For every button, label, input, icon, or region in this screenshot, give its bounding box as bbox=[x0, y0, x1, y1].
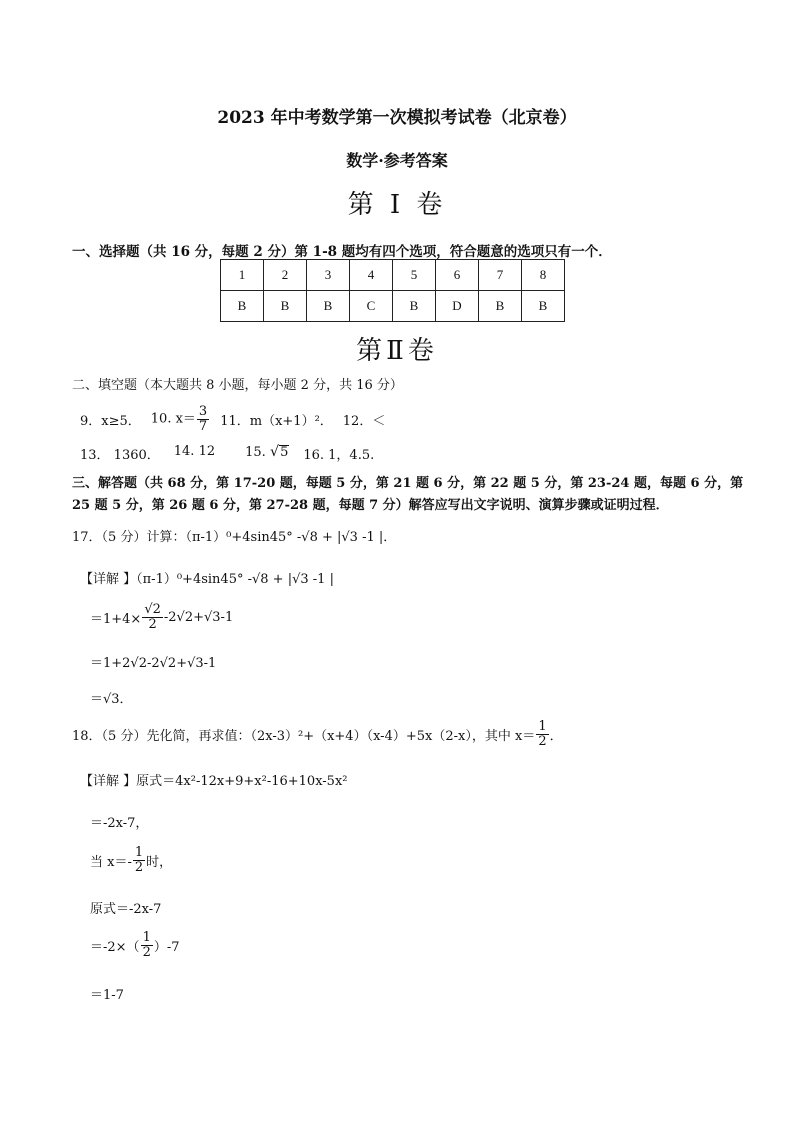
fraction bbox=[141, 931, 153, 959]
table-cell: 5 bbox=[393, 260, 436, 291]
table-cell: B bbox=[307, 291, 350, 322]
q18-problem: 18．（5 分）先化简，再求值：（2x-3）²+（x+4）（x-4）+5x（2-x），其中 x＝ $\frac{1}{2}$ ． bbox=[72, 718, 563, 749]
q18-step-2: 原式＝-2x-7 bbox=[90, 902, 162, 917]
q18-detail-line: 原式＝4x²-12x+9+x²-16+10x-5x² bbox=[136, 774, 348, 789]
q18-step3-suffix: ）-7 bbox=[153, 939, 180, 955]
answer-q10 bbox=[151, 405, 210, 433]
answer-q15 bbox=[245, 444, 289, 463]
q18-detail bbox=[80, 770, 348, 789]
q18-step-3 bbox=[90, 926, 180, 964]
table-cell: 3 bbox=[307, 260, 350, 291]
q18-when bbox=[90, 842, 172, 878]
numerator: 1 bbox=[134, 844, 144, 860]
answer-q13: 13． 1360． bbox=[80, 448, 160, 463]
q18-step-4: ＝1-7 bbox=[90, 988, 124, 1003]
q17-problem: 17．（5 分）计算：（π-1）⁰+4sin45° -√8 + |√3 -1 |． bbox=[72, 530, 397, 545]
document-subtitle: 数学·参考答案 bbox=[346, 151, 448, 170]
fraction bbox=[536, 720, 548, 748]
answer-q10-prefix: 10. x＝ bbox=[150, 411, 196, 427]
table-cell: C bbox=[350, 291, 393, 322]
q17-step1-a: ＝1+4× bbox=[90, 611, 142, 627]
answer-table-row-answers bbox=[221, 291, 565, 322]
q17-step-1 bbox=[90, 598, 233, 636]
answer-q9: 9．x≥5． bbox=[80, 413, 141, 429]
answer-q14: 14. 12 bbox=[173, 444, 216, 459]
section2-heading: 二、填空题（本大题共 8 小题，每小题 2 分，共 16 分） bbox=[72, 378, 403, 393]
numerator: √2 bbox=[144, 601, 161, 617]
denominator: 2 bbox=[134, 859, 144, 875]
q17-step-3: ＝√3． bbox=[90, 692, 133, 707]
numerator: 1 bbox=[142, 929, 151, 945]
answer-q15-prefix: 15. bbox=[245, 445, 266, 460]
radical-sign: √ bbox=[269, 444, 280, 460]
table-cell: B bbox=[522, 291, 565, 322]
table-cell: 6 bbox=[436, 260, 479, 291]
table-cell: 2 bbox=[264, 260, 307, 291]
section3-heading-line1: 三、解答题（共 68 分，第 17-20 题，每题 5 分，第 21 题 6 分，第 22 题 5 分，第 23-24 题，每题 6 分，第 bbox=[72, 476, 744, 491]
q17-step-2: ＝1+2√2-2√2+√3-1 bbox=[90, 656, 217, 671]
table-cell: B bbox=[221, 291, 264, 322]
q18-problem-text: 18．（5 分）先化简，再求值：（2x-3）²+（x+4）（x-4）+5x（2-x），其中 x＝ bbox=[72, 728, 536, 744]
answer-q16: 16. 1，4.5. bbox=[303, 448, 375, 463]
table-cell: B bbox=[264, 291, 307, 322]
table-cell: 4 bbox=[350, 260, 393, 291]
document-title: 2023 年中考数学第一次模拟考试卷（北京卷） bbox=[217, 108, 577, 128]
q17-detail bbox=[80, 568, 334, 587]
fraction bbox=[197, 405, 209, 433]
numerator: 3 bbox=[198, 403, 208, 419]
q18-step-1: ＝-2x-7， bbox=[90, 816, 149, 831]
q18-step3-prefix: ＝-2×（ bbox=[90, 939, 140, 955]
q17-detail-expr: （π-1）⁰+4sin45° -√8 + |√3 -1 | bbox=[136, 572, 334, 587]
denominator: 2 bbox=[538, 733, 547, 749]
q18-when-prefix: 当 x＝- bbox=[90, 854, 132, 870]
table-cell: 1 bbox=[221, 260, 264, 291]
q17-step1-b: -2√2+√3-1 bbox=[163, 609, 234, 625]
answer-q11: 11．m（x+1）²． bbox=[220, 413, 333, 429]
numerator: 1 bbox=[538, 718, 547, 734]
table-cell: 8 bbox=[522, 260, 565, 291]
table-cell: D bbox=[436, 291, 479, 322]
detail-label: 【详解 】 bbox=[80, 572, 137, 587]
answer-q12: 12．＜ bbox=[342, 413, 386, 429]
section3-heading-line2: 25 题 5 分，第 26 题 6 分，第 27-28 题，每题 7 分）解答应写出文字说明、演算步骤或证明过程． bbox=[72, 498, 669, 513]
volume-1-heading: 第 I 卷 bbox=[347, 190, 447, 220]
detail-label: 【详解 】 bbox=[80, 774, 137, 789]
table-cell: 7 bbox=[479, 260, 522, 291]
table-cell: B bbox=[479, 291, 522, 322]
fraction bbox=[133, 846, 145, 874]
fill-blank-row-2 bbox=[80, 444, 374, 463]
section1-heading: 一、选择题（共 16 分，每题 2 分）第 1-8 题均有四个选项，符合题意的选项只有一个． bbox=[72, 244, 612, 260]
fraction bbox=[142, 603, 163, 631]
answer-table-row-numbers bbox=[221, 260, 565, 291]
denominator: 7 bbox=[198, 418, 208, 434]
table-cell: B bbox=[393, 291, 436, 322]
radicand: 5 bbox=[280, 445, 289, 460]
answer-table bbox=[220, 259, 565, 322]
volume-2-heading: 第Ⅱ卷 bbox=[356, 336, 438, 366]
denominator: 2 bbox=[148, 616, 157, 632]
q18-when-suffix: 时， bbox=[146, 854, 173, 870]
denominator: 2 bbox=[142, 944, 151, 960]
fill-blank-row-1 bbox=[80, 402, 385, 436]
